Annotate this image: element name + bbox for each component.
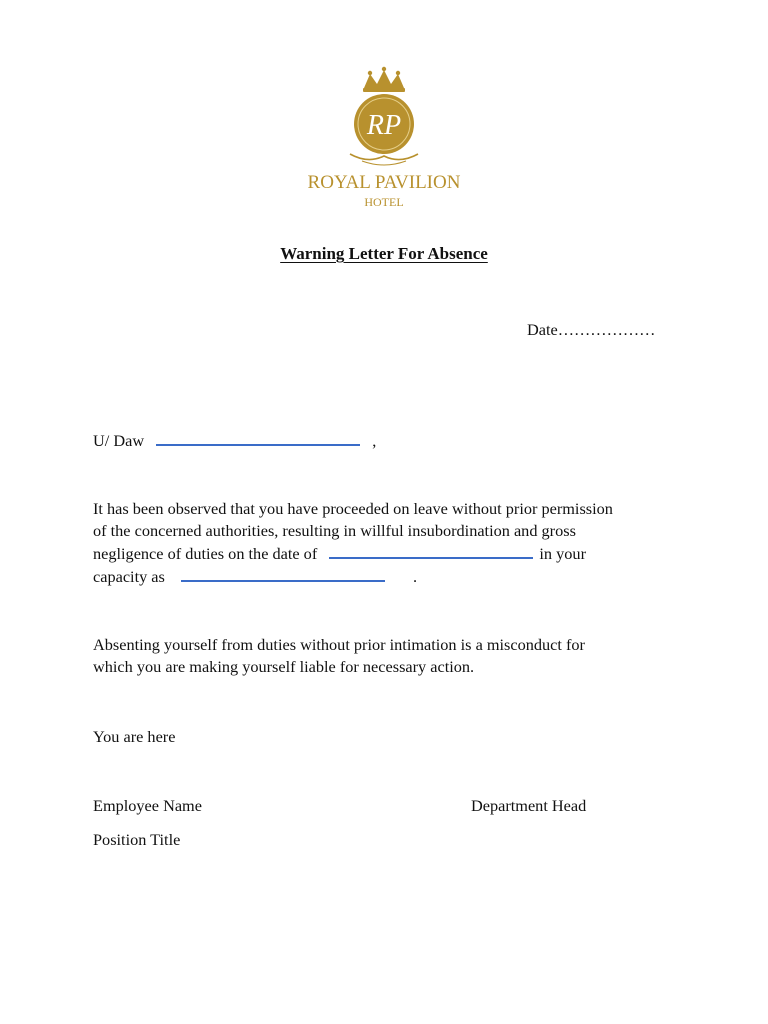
hotel-logo — [278, 66, 490, 222]
date-label: Date……………… — [527, 320, 656, 339]
salutation-comma: , — [372, 431, 377, 450]
paragraph-1-line-4 — [93, 567, 417, 587]
date-of-text: negligence of duties on the date of — [93, 544, 318, 563]
logo-monogram: RP — [366, 110, 402, 141]
name-blank[interactable] — [156, 434, 360, 446]
paragraph-1-line-3 — [93, 544, 586, 564]
salutation-text: U/ Daw — [93, 431, 145, 450]
employee-name-label: Employee Name — [93, 796, 202, 815]
position-title-label: Position Title — [93, 830, 181, 849]
salutation-line — [93, 431, 376, 451]
period-text: . — [413, 567, 418, 586]
capacity-text: capacity as — [93, 567, 165, 586]
in-your-text: in your — [539, 544, 586, 563]
capacity-blank[interactable] — [181, 570, 385, 582]
logo-name: ROYAL PAVILION — [307, 172, 461, 193]
department-head-label: Department Head — [471, 796, 587, 815]
paragraph-3: You are here — [93, 727, 176, 746]
logo-subtitle: HOTEL — [364, 195, 404, 209]
paragraph-1-line-2: of the concerned authorities, resulting in willful insubordination and gross — [93, 521, 576, 540]
absence-date-blank[interactable] — [329, 547, 533, 559]
paragraph-2-line-1: Absenting yourself from duties without prior intimation is a misconduct for — [93, 635, 585, 654]
paragraph-1-line-1: It has been observed that you have proceeded on leave without prior permission — [93, 499, 613, 518]
paragraph-2-line-2: which you are making yourself liable for necessary action. — [93, 657, 475, 676]
letter-title: Warning Letter For Absence — [280, 244, 488, 263]
